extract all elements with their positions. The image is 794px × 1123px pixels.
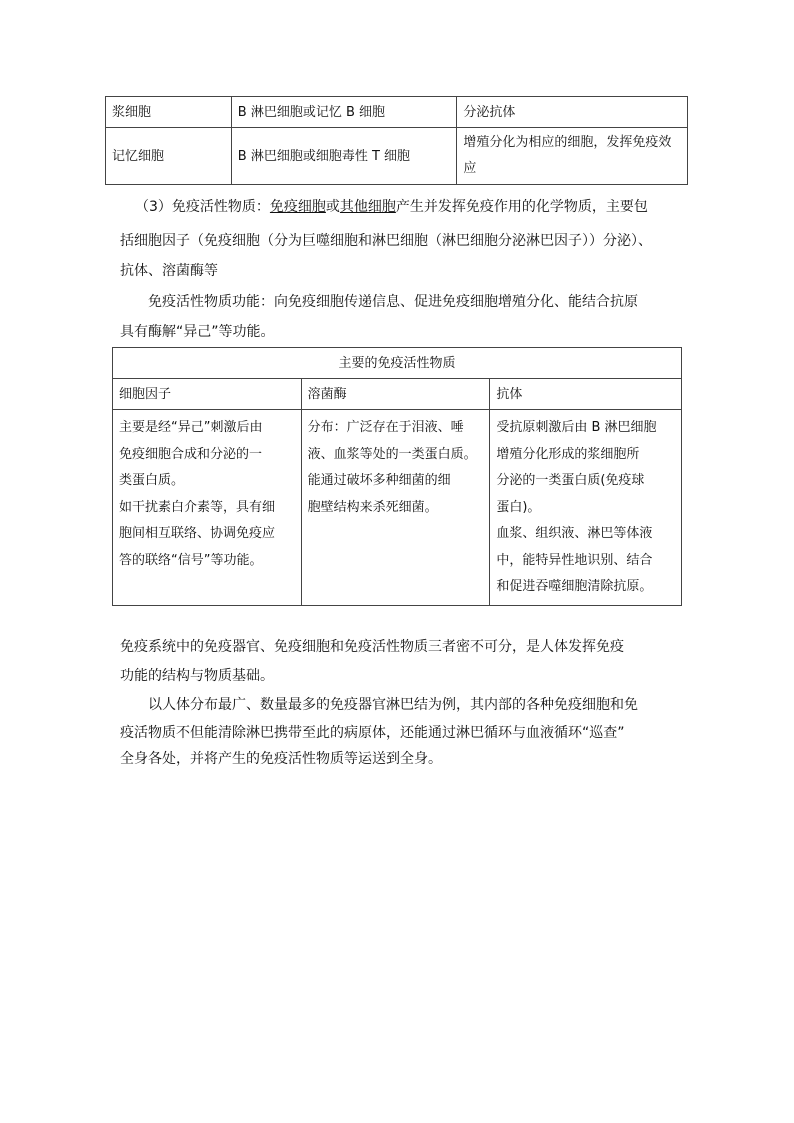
paragraph-line: 免疫活性物质功能：向免疫细胞传递信息、促进免疫细胞增殖分化、能结合抗原 <box>148 294 638 310</box>
table-cell: B 淋巴细胞或记忆 B 细胞 <box>231 97 457 128</box>
table-cell <box>113 410 302 606</box>
paragraph-line: 抗体、溶菌酶等 <box>120 263 218 279</box>
paragraph-line: 功能的结构与物质基础。 <box>120 668 274 684</box>
cell-table <box>105 96 688 185</box>
column-header: 抗体 <box>490 379 682 410</box>
substance-table <box>112 347 682 606</box>
paragraph-line: 具有酶解“异己”等功能。 <box>120 324 275 340</box>
cell-line: 中，能特异性地识别、结合 <box>496 552 653 568</box>
cell-line: 和促进吞噬细胞清除抗原。 <box>496 579 653 594</box>
table-cell: 增殖分化为相应的细胞，发挥免疫效应 <box>457 128 688 185</box>
table-row <box>106 128 688 185</box>
paragraph <box>135 193 648 221</box>
cell-line: 分布：广泛存在于泪液、唾 <box>307 420 464 435</box>
underlined-term: 其他细胞 <box>339 199 396 215</box>
paragraph-line: 免疫系统中的免疫器官、免疫细胞和免疫活性物质三者密不可分，是人体发挥免疫 <box>120 639 624 655</box>
table-cell: B 淋巴细胞或细胞毒性 T 细胞 <box>231 128 457 185</box>
table-cell <box>490 410 682 606</box>
cell-line: 答的联络“信号”等功能。 <box>119 552 263 568</box>
table-cell: 分泌抗体 <box>457 97 688 128</box>
column-header: 溶菌酶 <box>301 379 490 410</box>
paragraph-line: 括细胞因子（免疫细胞（分为巨噬细胞和淋巴细胞（淋巴细胞分泌淋巴因子））分泌）、 <box>120 233 652 249</box>
table-cell <box>301 410 490 606</box>
paragraph-line: 以人体分布最广、数量最多的免疫器官淋巴结为例，其内部的各种免疫细胞和免 <box>148 697 638 713</box>
cell-line: 蛋白)。 <box>496 499 541 515</box>
paragraph-line: 全身各处，并将产生的免疫活性物质等运送到全身。 <box>120 751 442 767</box>
table-row <box>113 410 682 606</box>
table-cell: 浆细胞 <box>106 97 232 128</box>
cell-line: 类蛋白质。 <box>119 473 185 488</box>
cell-line: 胞壁结构来杀死细菌。 <box>307 499 438 515</box>
cell-line: 分泌的一类蛋白质(免疫球 <box>496 473 645 488</box>
text: 或 <box>325 199 340 215</box>
cell-line: 受抗原刺激后由 B 淋巴细胞 <box>496 420 657 435</box>
text: （3）免疫活性物质： <box>135 199 270 215</box>
paragraph-line: 疫活物质不但能清除淋巴携带至此的病原体，还能通过淋巴循环与血液循环“巡查” <box>120 725 625 741</box>
cell-line: 液、血浆等处的一类蛋白质。 <box>307 446 477 462</box>
cell-line: 增殖分化形成的浆细胞所 <box>496 446 640 462</box>
text: 产生并发挥免疫作用的化学物质，主要包 <box>395 199 648 215</box>
table-header-row <box>113 379 682 410</box>
underlined-term: 免疫细胞 <box>269 199 326 215</box>
table-row <box>106 97 688 128</box>
cell-line: 胞间相互联络、协调免疫应 <box>119 526 276 541</box>
table-cell: 记忆细胞 <box>106 128 232 185</box>
cell-line: 血浆、组织液、淋巴等体液 <box>496 526 653 541</box>
table-title: 主要的免疫活性物质 <box>113 348 682 379</box>
column-header: 细胞因子 <box>113 379 302 410</box>
cell-line: 免疫细胞合成和分泌的一 <box>119 446 263 462</box>
cell-line: 主要是经“异己”刺激后由 <box>119 420 263 435</box>
cell-line: 能通过破坏多种细菌的细 <box>307 473 451 488</box>
table-row <box>113 348 682 379</box>
cell-line: 如干扰素白介素等，具有细 <box>119 499 276 515</box>
